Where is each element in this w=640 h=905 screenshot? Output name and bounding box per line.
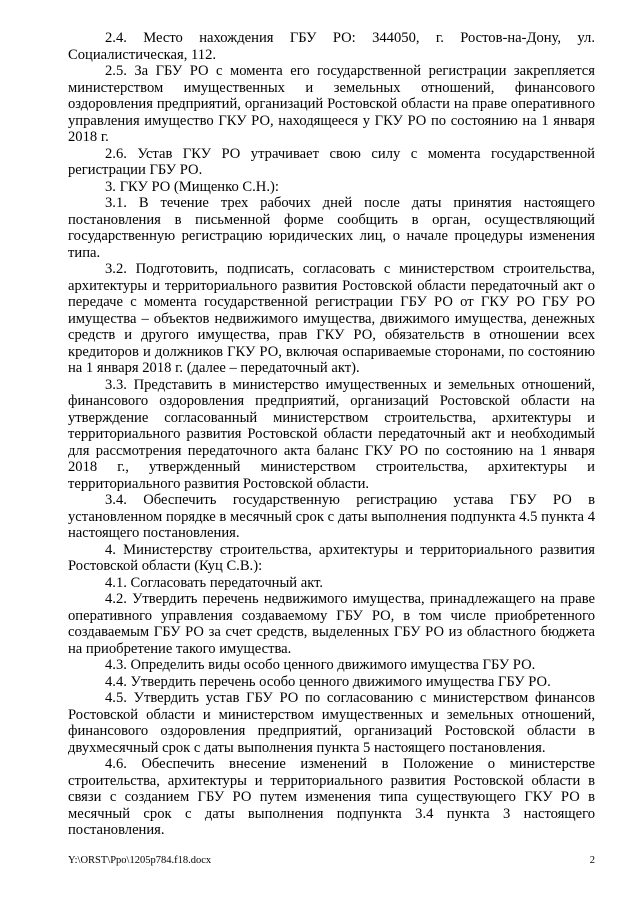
paragraph-3-4: 3.4. Обеспечить государственную регистрацию устава ГБУ РО в установленном порядке в месячный срок с даты выполнения подпункта 4.5 пункта 4 настоящего постановления. [68,492,595,541]
paragraph-4-5: 4.5. Утвердить устав ГБУ РО по согласованию с министерством финансов Ростовской области и министерством имущественных и земельных отношений, финансового оздоровления предприятий, организаций Ростовской области в двухмесячный срок с даты выполнения пункта 5 настоящего постановления. [68,690,595,756]
paragraph-3-1: 3.1. В течение трех рабочих дней после даты принятия настоящего постановления в письменной форме сообщить в орган, осуществляющий государственную регистрацию юридических лиц, о начале процедуры изменения типа. [68,195,595,261]
document-body [68,30,595,839]
paragraph-2-6: 2.6. Устав ГКУ РО утрачивает свою силу с момента государственной регистрации ГБУ РО. [68,145,595,178]
paragraph-2-4: 2.4. Место нахождения ГБУ РО: 344050, г. Ростов-на-Дону, ул. Социалистическая, 112. [68,30,595,63]
paragraph-4-3: 4.3. Определить виды особо ценного движимого имущества ГБУ РО. [105,657,536,673]
paragraph-3-2: 3.2. Подготовить, подписать, согласовать с министерством строительства, архитектуры и территориального развития Ростовской области передаточный акт о передаче с момента государственной регистрации ГБУ РО от ГКУ РО ГБУ РО имущества – объектов недвижимого имущества, движимого имущества, денежных средств и другого имущества, прав ГКУ РО, обязательств в отношении всех кредиторов и должников ГКУ РО, включая оспариваемые сторонами, по состоянию на 1 января 2018 г. (далее – передаточный акт). [68,261,595,376]
file-path: Y:\ORST\Ppo\1205p784.f18.docx [68,855,212,866]
paragraph-3-3: 3.3. Представить в министерство имущественных и земельных отношений, финансового оздоровления предприятий, организаций Ростовской области на утверждение согласованный министерством строительства, архитектуры и территориального развития Ростовской области передаточный акт и необходимый для рассмотрения передаточного акта баланс ГКУ РО по состоянию на 1 января 2018 г., утвержденный министерством строительства, архитектуры и территориального развития Ростовской области. [68,376,595,492]
paragraph-4-6: 4.6. Обеспечить внесение изменений в Положение о министерстве строительства, архитектуры и территориального развития Ростовской области в связи с созданием ГБУ РО путем изменения типа существующего ГКУ РО в месячный срок с даты выполнения подпункта 3.4 пункта 3 настоящего постановления. [68,756,595,838]
paragraph-4-2: 4.2. Утвердить перечень недвижимого имущества, принадлежащего на праве оперативного управления создаваемому ГБУ РО, в том числе приобретенного создаваемым ГБУ РО за счет средств, выделенных ГБУ РО из областного бюджета на приобретение такого имущества. [68,591,595,657]
paragraph-4: 4. Министерству строительства, архитектуры и территориального развития Ростовской области (Куц С.В.): [68,541,595,574]
paragraph-3: 3. ГКУ РО (Мищенко С.Н.): [105,178,279,195]
paragraph-2-5: 2.5. За ГБУ РО с момента его государственной регистрации закрепляется министерством имущественных и земельных отношений, финансового оздоровления предприятий, организаций Ростовской области на праве оперативного управления имущество ГКУ РО, находящееся у ГКУ РО по состоянию на 1 января 2018 г. [68,63,595,145]
page-number: 2 [589,855,595,866]
paragraph-4-4: 4.4. Утвердить перечень особо ценного движимого имущества ГБУ РО. [105,673,551,690]
paragraph-4-1: 4.1. Согласовать передаточный акт. [105,574,324,591]
